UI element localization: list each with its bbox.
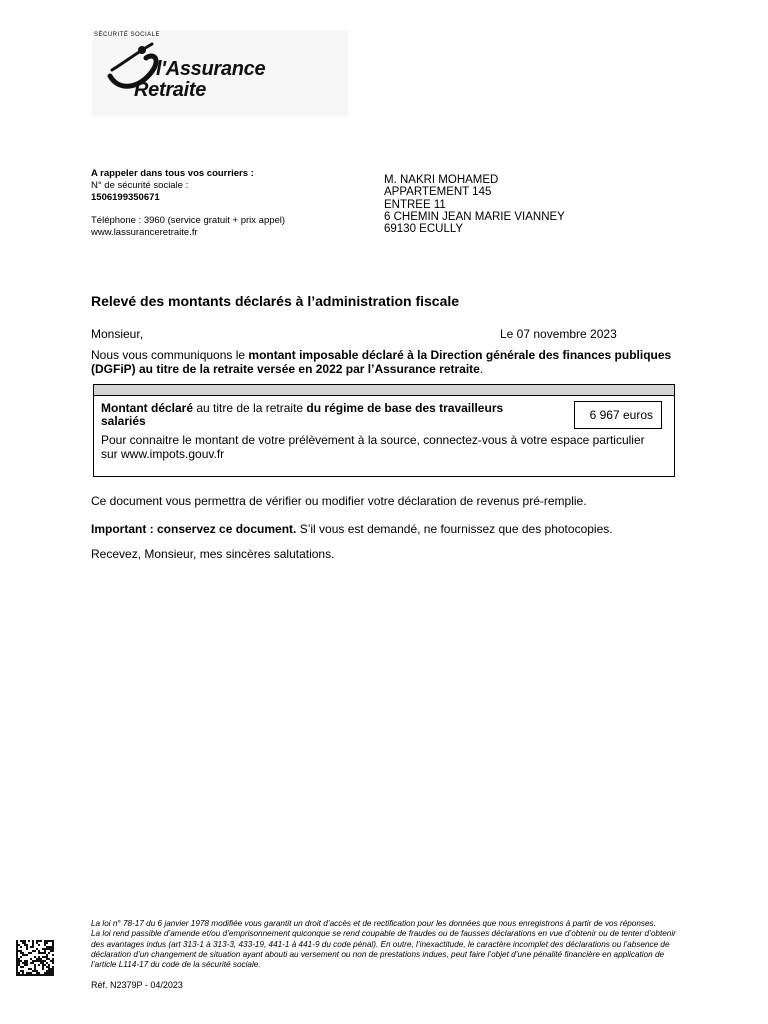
amount-label-bold: Montant déclaré bbox=[101, 401, 194, 415]
closing-paragraph: Recevez, Monsieur, mes sincères salutations. bbox=[91, 547, 335, 561]
important-bold: Important : conservez ce document. bbox=[91, 522, 297, 536]
document-date: Le 07 novembre 2023 bbox=[500, 327, 617, 341]
recipient-line: 69130 ECULLY bbox=[384, 223, 464, 236]
declared-amount-box bbox=[93, 384, 675, 477]
intro-paragraph bbox=[91, 348, 681, 376]
box-header-bar bbox=[94, 385, 674, 396]
recipient-line: ENTREE 11 bbox=[384, 198, 446, 211]
phone-text: Téléphone : 3960 (service gratuit + prix appel) bbox=[91, 215, 286, 226]
logo-secu-text: SÉCURITÉ SOCIALE bbox=[94, 32, 161, 38]
assurance-retraite-logo bbox=[92, 30, 348, 116]
recipient-line: 6 CHEMIN JEAN MARIE VIANNEY bbox=[384, 210, 565, 223]
amount-label-regime: du régime de base des travailleurs salariés bbox=[101, 401, 504, 428]
amount-label-text: au titre de la retraite bbox=[193, 401, 307, 415]
amount-label bbox=[101, 402, 541, 427]
reminder-label: A rappeler dans tous vos courriers : bbox=[91, 168, 254, 179]
website-link[interactable]: www.lassuranceretraite.fr bbox=[91, 227, 198, 238]
intro-end: . bbox=[479, 362, 484, 376]
legal-notice bbox=[91, 919, 681, 970]
ssn-label: N° de sécurité sociale : bbox=[91, 180, 189, 191]
sender-info bbox=[91, 168, 285, 239]
datamatrix-code-icon bbox=[16, 940, 54, 976]
recipient-line: APPARTEMENT 145 bbox=[384, 186, 492, 199]
recipient-line: M. NAKRI MOHAMED bbox=[384, 174, 499, 186]
intro-text: Nous vous communiquons le bbox=[91, 348, 249, 362]
recipient-address bbox=[384, 174, 565, 235]
amount-value: 6 967 euros bbox=[574, 401, 662, 429]
withholding-note: Pour connaitre le montant de votre prélèvement à la source, connectez-vous à votre espace particulier sur www.impots.gouv.fr bbox=[101, 433, 645, 461]
salutation: Monsieur, bbox=[91, 327, 144, 341]
important-text: S’il vous est demandé, ne fournissez que des photocopies. bbox=[296, 522, 613, 536]
intro-bold-text: montant imposable déclaré à la Direction générale des finances publiques (DGFiP) au titre de la retraite versée en 2022 par l’Assurance retraite bbox=[91, 348, 672, 376]
legal-line-fraud: La loi rend passible d’amende et/ou d’emprisonnement quiconque se rend coupable de fraudes ou de fausses déclarations en vue d’obtenir ou de tenter d’obtenir des avantages indus (art 313-1 à 313-3, 433-19, 441-1 à 441-9 du code pénal). En outre, l’inexactitude, le caractère incomplet des déclarations ou l’absence de déclaration d’un changement de situation ayant abouti au versement ou non de prestations indues, peut faire l’objet d’une pénalité financière en application de l’article L114-17 du code de la sécurité sociale. bbox=[91, 929, 676, 970]
ssn-value: 1506199350671 bbox=[91, 192, 160, 203]
logo-line2: Retraite bbox=[134, 79, 207, 101]
verification-paragraph: Ce document vous permettra de vérifier ou modifier votre déclaration de revenus pré-remplie. bbox=[91, 494, 587, 508]
important-paragraph bbox=[91, 522, 613, 536]
document-reference: Réf. N2379P - 04/2023 bbox=[91, 980, 183, 990]
legal-line-data-rights: La loi n° 78-17 du 6 janvier 1978 modifiée vous garantit un droit d’accès et de rectification pour les données que nous enregistrons à partir de vos réponses. bbox=[91, 919, 656, 928]
logo-line1: l'Assurance bbox=[156, 58, 266, 80]
document-title: Relevé des montants déclarés à l’administration fiscale bbox=[91, 293, 460, 309]
